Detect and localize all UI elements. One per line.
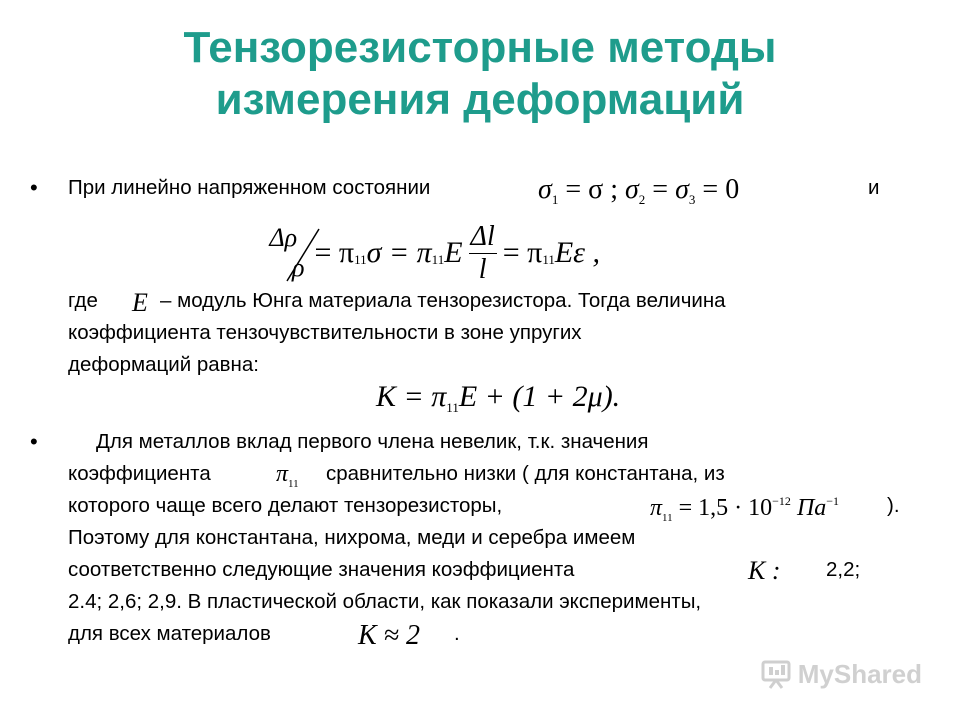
E-symbol: E <box>132 288 148 317</box>
strain-formula: Δρ ρ = π 11 σ = π 11 E $\frac{\Delta l}{l}$ = π 11 Eε , <box>269 220 601 285</box>
p2-line1: Для металлов вклад первого члена невелик, т.к. значения <box>96 430 649 453</box>
bullet-2: • <box>30 429 38 454</box>
p2-line7-lead: для всех материалов <box>68 622 271 645</box>
K-symbol: K : <box>748 556 781 585</box>
p1-line1-lead: При линейно напряженном состоянии <box>68 176 431 199</box>
watermark <box>760 654 922 694</box>
slide-title <box>0 22 960 126</box>
projector-icon <box>760 658 792 690</box>
p2-line7-tail: . <box>454 622 460 645</box>
title-line-2: измерения деформаций <box>215 75 745 124</box>
p1-gde: где <box>68 289 98 312</box>
p1-line4: деформаций равна: <box>68 353 259 376</box>
p2-line4: Поэтому для константана, нихрома, меди и серебра имеем <box>68 526 636 549</box>
p2-line6: 2.4; 2,6; 2,9. В пластической области, как показали эксперименты, <box>68 590 702 613</box>
fraction-slash <box>283 225 323 285</box>
pi11-value-formula: $\pi_{11} = 1,5 \cdot 10^{-12}$ $Па^{-1}$ <box>650 494 840 524</box>
sigma-condition-formula: $\sigma_1 = \sigma$ ; $\sigma_2 = \sigma_3 = 0$ <box>538 174 740 207</box>
p1-line2-rest: – модуль Юнга материала тензорезистора. Тогда величина <box>160 289 726 312</box>
p2-line5-tail: 2,2; <box>826 558 861 581</box>
p1-line3: коэффициента тензочувствительности в зоне упругих <box>68 321 582 344</box>
p2-line2-lead: коэффициента <box>68 462 211 485</box>
p2-line2-rest: сравнительно низки ( для константана, из <box>326 462 725 485</box>
title-line-1: Тензорезисторные методы <box>183 23 777 72</box>
pi11-symbol: $\pi_{11}$ <box>276 461 299 490</box>
K-approx-formula: K ≈ 2 <box>358 620 421 651</box>
p2-line3-lead: которого чаще всего делают тензорезисторы, <box>68 494 503 517</box>
K-formula: $K = \pi_{11}E + (1 + 2\mu)$. <box>376 380 621 415</box>
p1-line1-tail: и <box>868 176 880 199</box>
bullet-1: • <box>30 175 38 200</box>
p2-line5-lead: соответственно следующие значения коэффициента <box>68 558 575 581</box>
watermark-text: MyShared <box>797 658 922 689</box>
p2-line3-tail: ). <box>887 494 900 517</box>
